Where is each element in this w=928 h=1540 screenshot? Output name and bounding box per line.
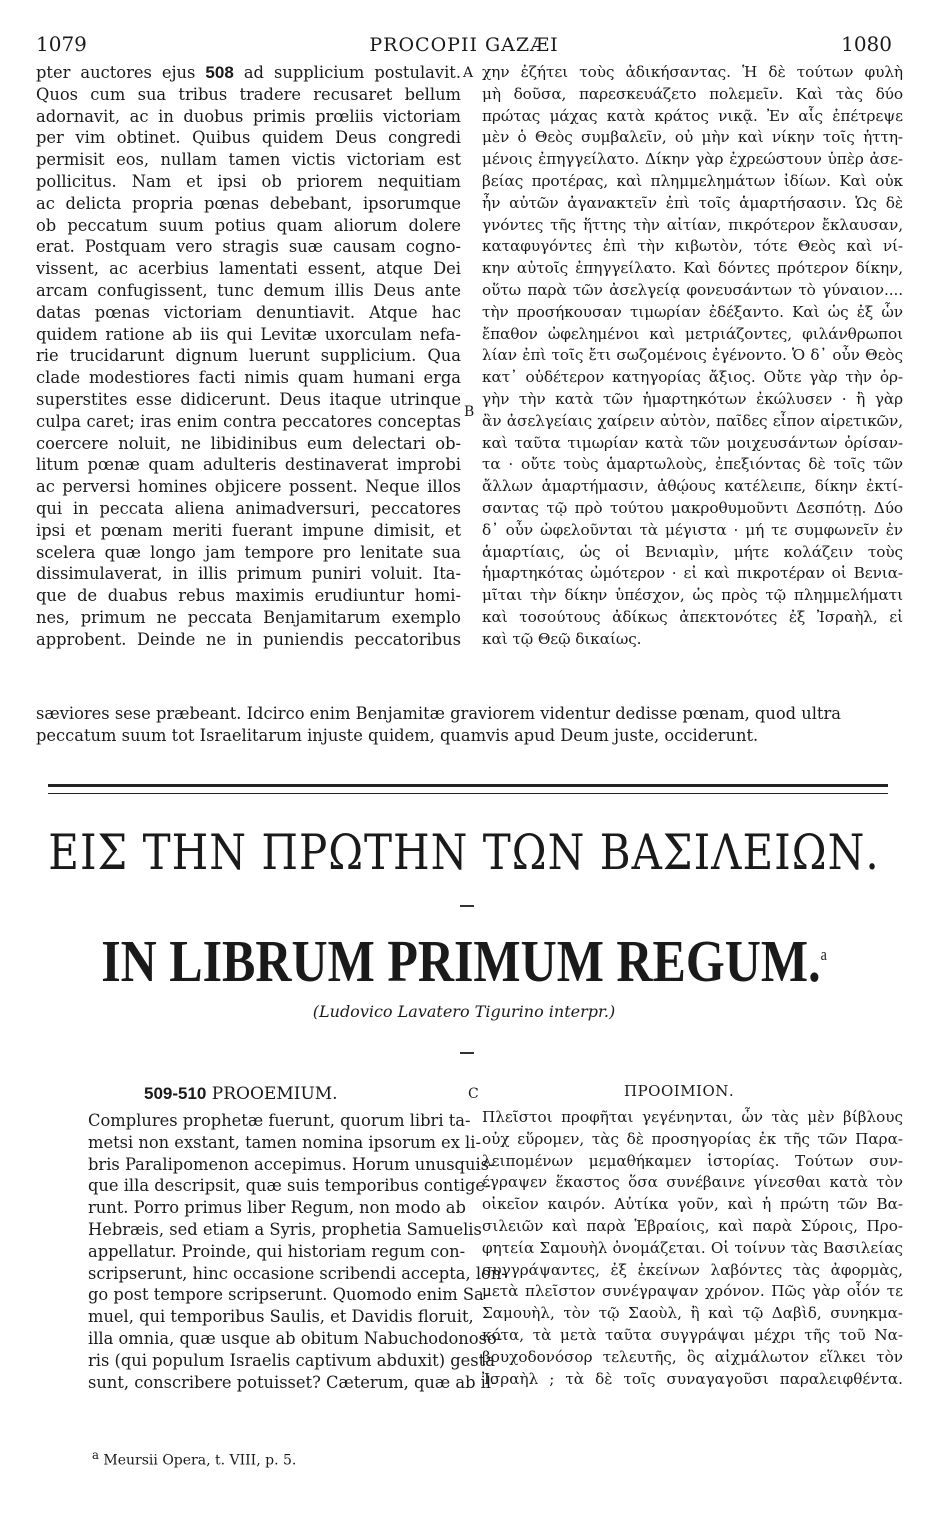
- text-line: κατ᾽ οὐδέτερον κατηγορίας ἄξιος. Οὔτε γὰρ τὴν ὀρ-: [482, 368, 903, 387]
- text-line: vissent, ac acerbius lamentati essent, atque Dei: [36, 259, 461, 279]
- text-line: τὴν προσήκουσαν τιμωρίαν ἐδέξαντο. Καὶ ὡς ἐξ ὧν: [482, 302, 903, 321]
- greek-lines: [482, 1107, 903, 1390]
- text-line: pollicitus. Nam et ipsi ob priorem nequitiam: [36, 171, 461, 191]
- text-line: έγραψεν ἕκαστος ὅσα συνέβαινε γίνεσθαι κατὰ τὸν: [482, 1173, 903, 1192]
- text-line: Quos cum sua tribus tradere recusaret bellum: [36, 84, 461, 104]
- text-line: appellatur. Proinde, qui historiam regum con-: [88, 1241, 466, 1261]
- text-line: βείας προτέρας, καὶ πλημμελημάτων ἰδίων. Καὶ οὐκ: [482, 171, 903, 190]
- text-line: κότα, τὰ μετὰ ταῦτα συγγράψαι μέχρι τῆς τοῦ Να-: [482, 1325, 903, 1344]
- text-line: δ᾽ οὖν ὠφελοῦνται τὰ μέγιστα · μή τε συμφωνεῖν ἐν: [482, 520, 903, 539]
- text-line: μὲν ὁ Θεὸς συμβαλεῖν, οὐ μὴν καὶ νίκην τοῖς ἡττη-: [482, 128, 903, 147]
- text-line: sæviores sese præbeant. Idcirco enim Benjamitæ graviorem videntur dedisse pœnam, quod ultra: [36, 704, 841, 723]
- column-reference-number: 508: [205, 63, 234, 82]
- greek-column-top: [482, 62, 903, 651]
- text-line: qui in peccata aliena animadversuri, peccatores: [36, 498, 461, 518]
- text-line: φητεία Σαμουὴλ ὀνομάζεται. Οἱ τοίνυν τὰς Βασιλείας: [482, 1238, 903, 1257]
- title-dash: [460, 905, 474, 907]
- section-divider-rule: [48, 784, 888, 794]
- text-line: permisit eos, nullam tamen victis victoriam est: [36, 150, 461, 170]
- text-line: peccatum suum tot Israelitarum injuste quidem, quamvis apud Deum juste, occiderunt.: [36, 725, 759, 745]
- text-line: καταφυγόντες ἐπὶ τὴν κιβωτὸν, τότε Θεὸς καὶ νί-: [482, 237, 903, 256]
- text-line: ἡμαρτηκότας ὠμότερον · εἰ καὶ πικροτέραν οἱ Βενια-: [482, 564, 903, 583]
- text-line: approbent. Deinde ne in puniendis peccatoribus: [36, 629, 461, 649]
- text-line: scripserunt, hinc occasione scribendi accepta, lon-: [88, 1263, 507, 1283]
- text-line: μὴ δοῦσα, παρεσκευάζετο πολεμεῖν. Καὶ τὰς δύο: [482, 84, 903, 103]
- text-line: bris Paralipomenon accepimus. Horum unusquis-: [88, 1154, 495, 1174]
- margin-letter-a: A: [463, 65, 474, 81]
- latin-lines: [36, 84, 461, 651]
- greek-prooemium-heading: ΠΡΟΟΙΜΙΟΝ.: [624, 1082, 735, 1100]
- text-line: γὴν τὴν κατὰ τῶν ἡμαρτηκότων ἐκώλυσεν · ἢ γὰρ: [482, 389, 903, 408]
- text-line: rie trucidarunt dignum luerunt supplicium. Qua: [36, 346, 461, 366]
- text-line: οὕτω παρὰ τῶν ἀσελγείᾳ φονευσάντων τὸ γύναιον....: [482, 280, 903, 299]
- text-line: quidem ratione ab iis qui Levitæ uxorculam nefa-: [36, 324, 461, 344]
- footnote: $^a$ Meursii Opera, t. VIII, p. 5.: [92, 1448, 297, 1469]
- page-number-left: 1079: [36, 32, 87, 56]
- text-line: que de duabus rebus maximis erudiuntur homi-: [36, 586, 461, 606]
- running-title: PROCOPII GAZÆI: [369, 34, 559, 56]
- page-number-right: 1080: [841, 32, 892, 56]
- text-line: οὐχ εὕρομεν, τὰς δὲ προσηγορίας ἐκ τῆς τῶν Παρα-: [482, 1129, 903, 1148]
- text-line: σαντας τῷ πρὸ τούτου μακροθυμοῦντι Δεσπότῃ. Δύο: [482, 498, 903, 517]
- latin-column-bottom: [88, 1110, 507, 1393]
- text-line: Σαμουὴλ, τὸν τῷ Σαοὺλ, ἢ καὶ τῷ Δαβὶδ, συνηκμα-: [482, 1304, 903, 1323]
- latin-lines: [88, 1110, 507, 1393]
- text-line: scelera quæ longo jam tempore pro lenitate sua: [36, 542, 461, 562]
- text-line: μῖται τὴν δίκην ὑπέσχον, ὡς πρὸς τῷ πλημμελήματι: [482, 586, 903, 605]
- text-line: arcam confugissent, tunc demum illis Deus ante: [36, 280, 461, 300]
- column-reference-number: 509-510: [144, 1084, 207, 1103]
- text-line: ἔπαθον ὠφελημένοι καὶ μετριάζοντες, φιλάνθρωποι: [482, 324, 903, 343]
- text-line: καὶ τῷ Θεῷ δικαίως.: [482, 629, 642, 648]
- text-line: χην ἐζήτει τοὺς ἀδικήσαντας. Ἡ δὲ τούτων φυλὴ: [482, 63, 903, 81]
- footnote-marker: a: [820, 947, 827, 965]
- text-line: adornavit, ac in duobus primis prœliis victoriam: [36, 106, 461, 126]
- text-line: συγγράψαντες, ἐξ ἐκείνων λαβόντες τὰς ἀφορμὰς,: [482, 1260, 903, 1279]
- text-line: ris (qui populum Israelis captivum abduxit) gesta: [88, 1350, 495, 1370]
- text-line: sunt, conscribere potuisset? Cæterum, quæ ab il-: [88, 1372, 497, 1392]
- text-line: ἂν ἀσελγείαις χαίρειν αὐτὸν, παῖδες εἶπον αἱρετικῶν,: [482, 411, 903, 430]
- text-line: Hebræis, sed etiam a Syris, prophetia Samuelis: [88, 1219, 482, 1239]
- text-line: clade modestiores facti nimis quam humani erga: [36, 368, 461, 388]
- text-line: λειπομένων μεμαθήκαμεν ἱστορίας. Τούτων συν-: [482, 1151, 903, 1170]
- greek-section-title: ΕΙΣ ΤΗΝ ΠΡΩΤΗΝ ΤΩΝ ΒΑΣΙΛΕΙΩΝ.: [48, 824, 880, 881]
- text-line: Ἰσραὴλ ; τὰ δὲ τοῖς συναγαγοῦσι παραλειφθέντα.: [482, 1369, 903, 1388]
- text-line: per vim obtinet. Quibus quidem Deus congredi: [36, 128, 461, 148]
- text-line: erat. Postquam vero stragis suæ causam cogno-: [36, 237, 461, 257]
- text-line: go post tempore scripserunt. Quomodo enim Sa-: [88, 1285, 490, 1305]
- text-line: litum pœnæ quam adulteris destinaverat improbi: [36, 455, 461, 475]
- greek-column-bottom: [482, 1107, 903, 1390]
- text-line: Complures prophetæ fuerunt, quorum libri ta-: [88, 1111, 471, 1130]
- text-line: que illa descripsit, quæ suis temporibus contige-: [88, 1176, 491, 1196]
- text-line: οἰκεῖον καιρόν. Αὐτίκα γοῦν, καὶ ἡ πρώτη τῶν Βα-: [482, 1195, 903, 1214]
- text-line: superstites esse didicerunt. Deus itaque utrinque: [36, 389, 461, 409]
- text-line: dissimulaverat, in illis primum puniri voluit. Ita-: [36, 564, 461, 584]
- text-line: datas pœnas victoriam denuntiavit. Atque hac: [36, 302, 461, 322]
- text-line: ipsi et pœnam meriti fuerant impune dimisit, et: [36, 520, 461, 540]
- latin-section-title: IN LIBRUM PRIMUM REGUM.$^a$: [101, 927, 827, 995]
- text-line: muel, qui temporibus Saulis, et Davidis floruit,: [88, 1307, 474, 1327]
- running-head: [36, 32, 892, 58]
- footnote-mark: a: [92, 1448, 99, 1462]
- text-line: coercere noluit, ne libidinibus eum delectari ob-: [36, 433, 461, 453]
- text-line: σιλειῶν καὶ παρὰ Ἑβραίοις, καὶ παρὰ Σύροις, Προ-: [482, 1216, 903, 1235]
- greek-lines: [482, 62, 903, 651]
- text-line: πρώτας μάχας κατὰ κράτος νικᾷ. Ἐν αἷς ἐπέτρεψε: [482, 106, 903, 125]
- text-line: ac perversi homines objicere possent. Neque illos: [36, 477, 461, 497]
- latin-column-top: [36, 62, 461, 651]
- text-line: runt. Porro primus liber Regum, non modo ab: [88, 1198, 466, 1218]
- margin-letter-b: B: [464, 404, 475, 420]
- text-line: ob peccatum suum potius quam aliorum dolere: [36, 215, 461, 235]
- full-width-lines: [36, 703, 868, 747]
- text-line: τα · οὔτε τοὺς ἁμαρτωλοὺς, ἐπεξιόντας δὲ τοῖς τῶν: [482, 455, 903, 474]
- text-line: μετὰ πλεῖστον συνέγραψαν χρόνον. Πῶς γὰρ οἷόν τε: [482, 1282, 903, 1301]
- text-line: βουχοδονόσορ τελευτῆς, ὃς αἰχμάλωτον εἵλκει τὸν: [482, 1347, 903, 1366]
- text-line: nes, primum ne peccata Benjamitarum exemplo: [36, 607, 461, 627]
- text-line: λίαν ἐπὶ τοῖς ἔτι σωζομένοις ἐγένοντο. Ὁ δ᾽ οὖν Θεὸς: [482, 346, 903, 365]
- text-line: γνόντες τῆς ἥττης τὴν αἰτίαν, πικρότερον ἔκλαυσαν,: [482, 215, 903, 234]
- text-line: Πλεῖστοι προφῆται γεγένηνται, ὧν τὰς μὲν βίβλους: [482, 1108, 903, 1126]
- margin-letter-c: C: [468, 1086, 479, 1102]
- text-line: καὶ ταῦτα τιμωρίαν κατὰ τῶν μοιχευσάντων ὁρίσαν-: [482, 433, 903, 452]
- text-line: μένοις ἐπηγγείλατο. Δίκην γὰρ ἐχρεώστουν ὑπὲρ ἀσε-: [482, 150, 903, 169]
- text-line: καὶ τοσούτους ἀδίκως ἀπεκτονότες ἐξ Ἰσραὴλ, εἰ: [482, 607, 903, 626]
- text-line: κην αὐτοῖς ἐπηγγείλατο. Καὶ δόντες πρότερον δίκην,: [482, 259, 903, 278]
- text-line: culpa caret; iras enim contra peccatores conceptas: [36, 411, 461, 431]
- latin-prooemium-heading: 509-510 PROOEMIUM.: [144, 1084, 338, 1104]
- text-line: ἄλλων ἁμαρτήμασιν, ἀθῴους κατέλειπε, δίκην ἐκτί-: [482, 477, 903, 496]
- title-dash: [460, 1052, 474, 1054]
- text-line: metsi non exstant, tamen nomina ipsorum ex li-: [88, 1132, 481, 1152]
- interpreter-note: (Ludovico Lavatero Tigurino interpr.): [312, 1002, 616, 1021]
- text-line: pter auctores ejus 508 ad supplicium postulavit.: [36, 63, 461, 82]
- text-line: ἁμαρτίαις, ὡς οἱ Βενιαμὶν, μήτε κολάζειν τοὺς: [482, 542, 903, 561]
- text-line: ἦν αὐτῶν ἀγανακτεῖν ἐπὶ τοῖς ἁμαρτήσασιν. Ὡς δὲ: [482, 193, 903, 212]
- text-line: ac delicta propria pœnas debebant, ipsorumque: [36, 193, 461, 213]
- text-line: illa omnia, quæ usque ab obitum Nabuchodonoso-: [88, 1328, 503, 1348]
